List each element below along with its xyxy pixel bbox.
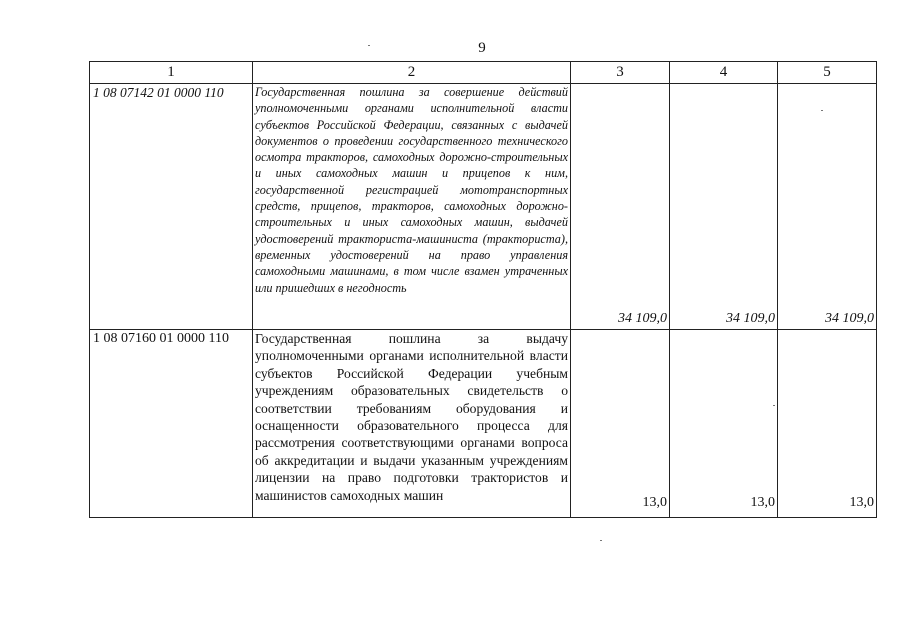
header-cell-4: 4 — [670, 62, 778, 84]
scan-speck — [773, 405, 775, 406]
amount-col3: 13,0 — [571, 330, 670, 518]
scan-speck — [821, 110, 823, 111]
amount-col5: 34 109,0 — [778, 84, 877, 330]
budget-classification-code: 1 08 07142 01 0000 110 — [90, 84, 253, 330]
income-description: Государственная пошлина за совершение действий уполномоченными органами исполнительной власти субъектов Российской Федерации, связанных с выдачей документов о проведении государственного технического осмотра тракторов, самоходных дорожно-строительных и иных самоходных машин и прицепов к ним, государственной регистрацией мототранспортных средств, прицепов, тракторов, самоходных дорожно-строительных и иных самоходных машин, выдачей удостоверений тракториста-машиниста (тракториста), временных удостоверений на право управления самоходными машинами, в том числе взамен утраченных или пришедших в негодность — [253, 84, 571, 330]
table-row — [90, 84, 877, 330]
scan-speck — [600, 540, 602, 541]
header-cell-1: 1 — [90, 62, 253, 84]
income-description: Государственная пошлина за выдачу уполномоченными органами исполнительной власти субъектов Российской Федерации учебным учреждениям образовательных свидетельств о соответствии требованиям оборудования и оснащенности образовательного процесса для рассмотрения соответствующими органами вопроса об аккредитации и выдачи указанным учреждениям лицензии на право подготовки трактористов и машинистов самоходных машин — [253, 330, 571, 518]
budget-classification-code: 1 08 07160 01 0000 110 — [90, 330, 253, 518]
amount-col4: 13,0 — [670, 330, 778, 518]
amount-col3: 34 109,0 — [571, 84, 670, 330]
amount-col4: 34 109,0 — [670, 84, 778, 330]
scan-speck — [368, 45, 370, 46]
table-row — [90, 330, 877, 518]
budget-table — [89, 61, 877, 518]
amount-col5: 13,0 — [778, 330, 877, 518]
table-header-row — [90, 62, 877, 84]
header-cell-2: 2 — [253, 62, 571, 84]
page-number: 9 — [478, 40, 486, 56]
header-cell-3: 3 — [571, 62, 670, 84]
header-cell-5: 5 — [778, 62, 877, 84]
